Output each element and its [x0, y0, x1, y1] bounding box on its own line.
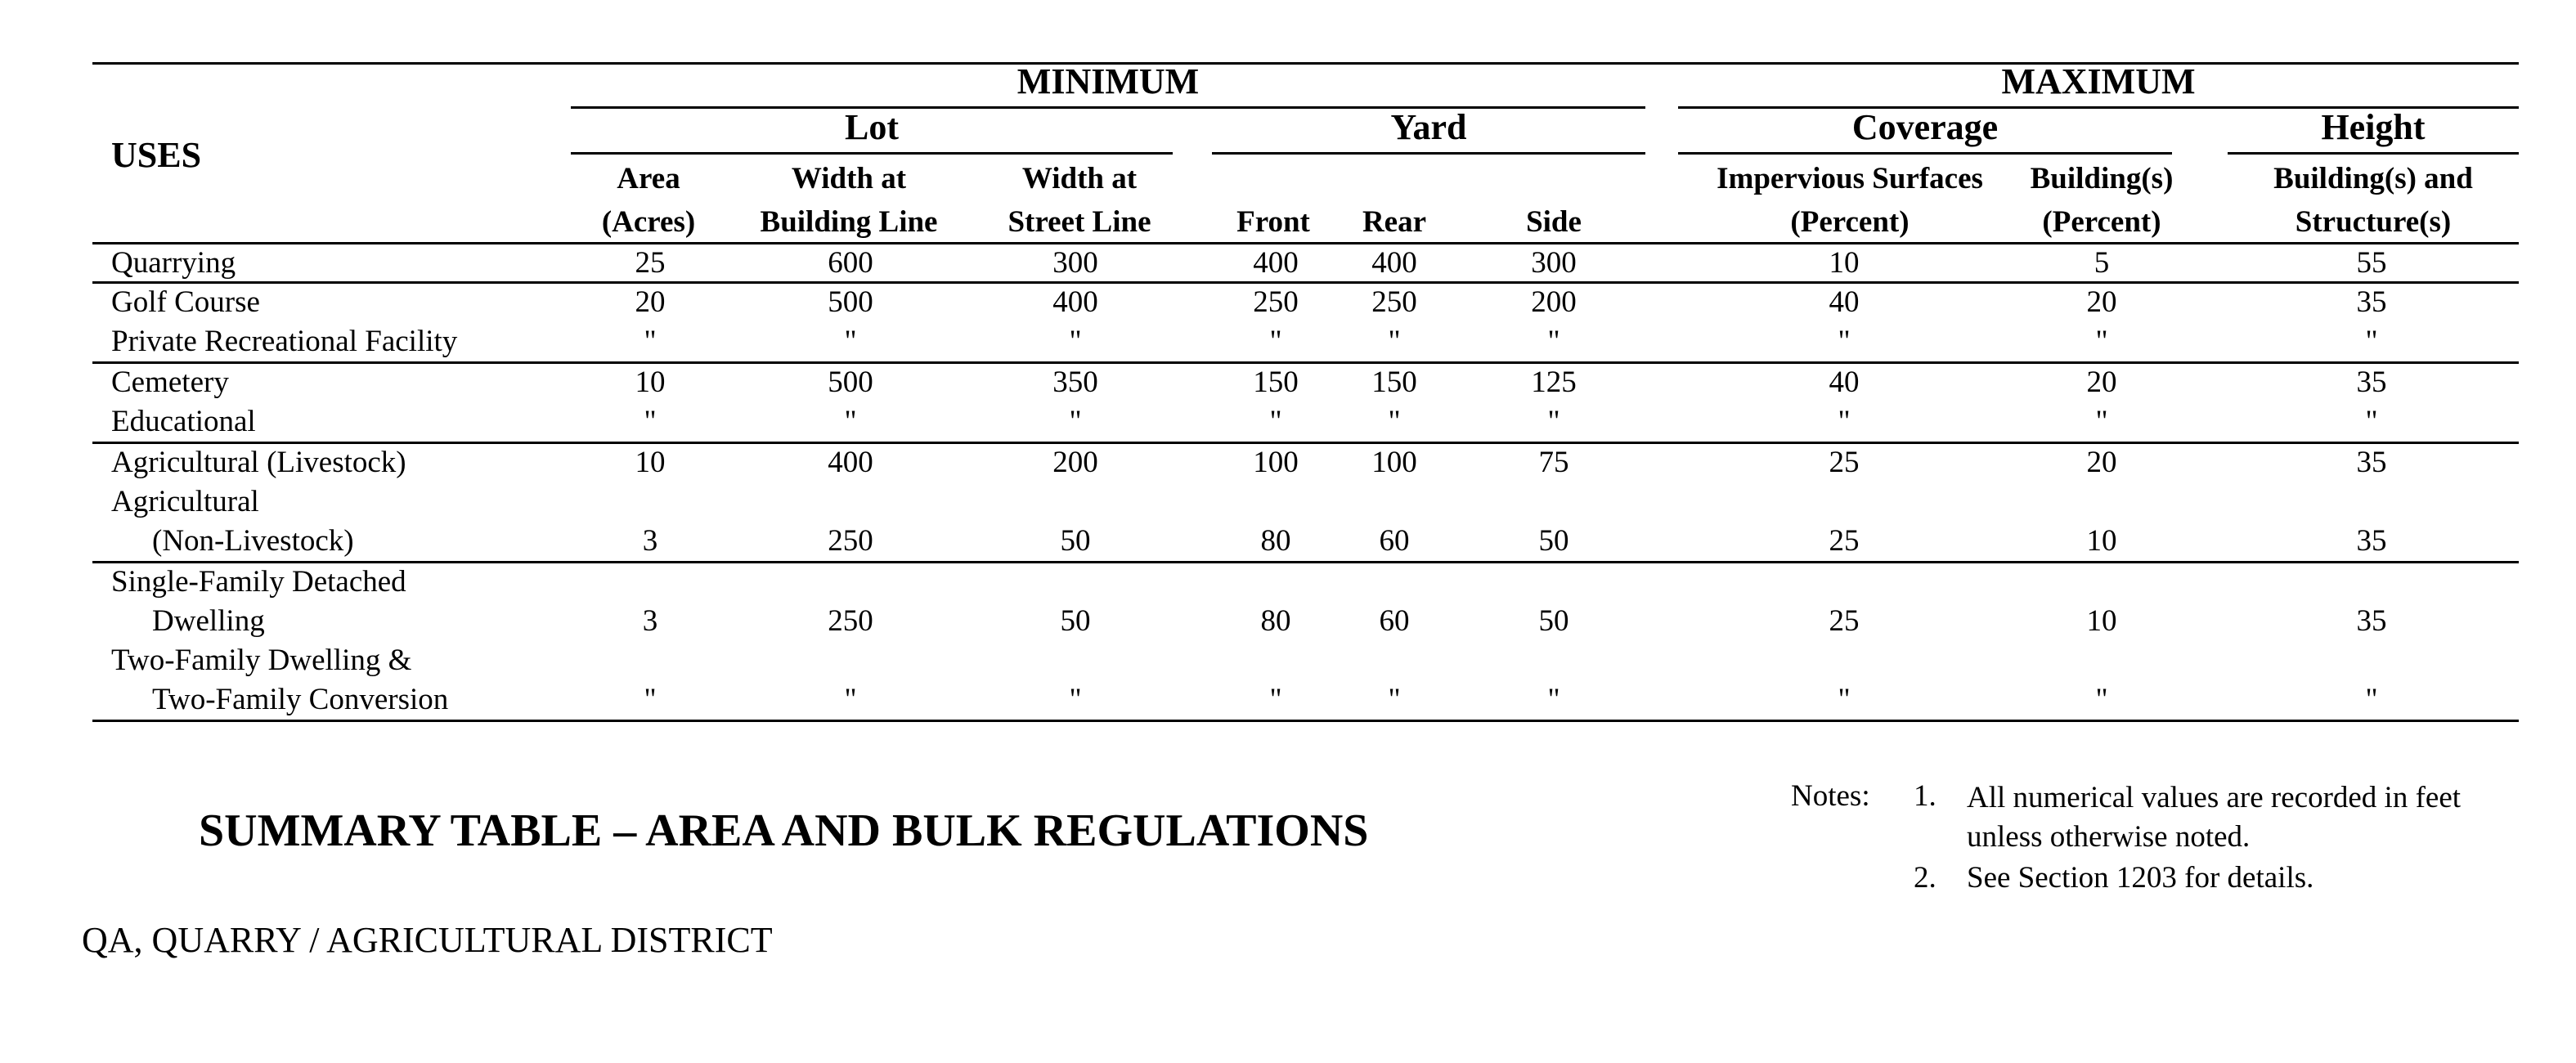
table-cell: ": [644, 325, 657, 358]
table-cell: 25: [1829, 524, 1860, 558]
table-cell: 100: [1371, 446, 1417, 479]
table-cell: 250: [1371, 285, 1417, 319]
coverage-rule: [1678, 152, 2172, 155]
height-header: Height: [2321, 107, 2426, 147]
table-cell: 35: [2356, 285, 2387, 319]
table-cell: 75: [1538, 446, 1569, 479]
table-cell: 35: [2356, 604, 2387, 638]
table-cell: 300: [1531, 246, 1577, 280]
row-use-label: (Non-Livestock): [152, 524, 354, 558]
table-cell: ": [2095, 325, 2108, 358]
table-cell: 250: [1253, 285, 1299, 319]
table-cell: ": [1269, 683, 1282, 716]
column-header-impervious: Impervious Surfaces (Percent): [1717, 162, 1983, 239]
table-cell: ": [2095, 405, 2108, 438]
column-header-rear: Rear: [1362, 205, 1427, 239]
table-cell: 250: [828, 524, 873, 558]
table-cell: 125: [1531, 366, 1577, 399]
table-cell: ": [1547, 325, 1560, 358]
table-cell: ": [1838, 325, 1851, 358]
maximum-header: MAXIMUM: [2001, 61, 2196, 101]
table-cell: 3: [642, 604, 658, 638]
row-use-label: Agricultural (Livestock): [111, 446, 406, 479]
table-cell: 10: [2086, 604, 2117, 638]
table-cell: 25: [1829, 446, 1860, 479]
table-cell: 600: [828, 246, 873, 280]
row-rule: [92, 561, 2519, 563]
table-cell: ": [844, 405, 857, 438]
table-cell: ": [1547, 683, 1560, 716]
row-use-label: Single-Family Detached: [111, 565, 406, 599]
table-cell: 20: [635, 285, 666, 319]
table-cell: ": [1069, 405, 1082, 438]
row-use-label: Educational: [111, 405, 256, 438]
table-cell: 35: [2356, 366, 2387, 399]
column-header-front: Front: [1236, 205, 1310, 239]
table-cell: 250: [828, 604, 873, 638]
row-use-label: Two-Family Conversion: [152, 683, 449, 716]
note-number: 2.: [1914, 861, 1936, 895]
table-cell: ": [1838, 683, 1851, 716]
yard-header: Yard: [1390, 107, 1467, 147]
table-cell: 40: [1829, 366, 1860, 399]
table-cell: 500: [828, 366, 873, 399]
table-cell: 5: [2094, 246, 2110, 280]
table-cell: 400: [1371, 246, 1417, 280]
row-use-label: Agricultural: [111, 485, 259, 518]
row-use-label: Golf Course: [111, 285, 260, 319]
row-use-label: Cemetery: [111, 366, 229, 399]
column-header-width-building-line: Width at Building Line: [760, 162, 938, 239]
table-cell: 50: [1538, 524, 1569, 558]
table-cell: ": [2365, 683, 2378, 716]
table-cell: 10: [2086, 524, 2117, 558]
page-title: SUMMARY TABLE – AREA AND BULK REGULATIONS: [199, 805, 1369, 856]
note-text: See Section 1203 for details.: [1967, 861, 2314, 895]
column-header-side: Side: [1526, 205, 1582, 239]
table-cell: 350: [1052, 366, 1098, 399]
table-cell: ": [1547, 405, 1560, 438]
table-cell: 80: [1260, 604, 1291, 638]
uses-header: USES: [111, 135, 202, 175]
table-cell: 60: [1379, 524, 1410, 558]
table-cell: ": [1388, 325, 1401, 358]
column-header-building-percent: Building(s) (Percent): [2030, 162, 2174, 239]
table-cell: 400: [828, 446, 873, 479]
table-cell: ": [844, 325, 857, 358]
table-cell: 150: [1371, 366, 1417, 399]
row-use-label: Two-Family Dwelling &: [111, 644, 412, 677]
notes-label: Notes:: [1791, 779, 1870, 813]
column-header-width-street-line: Width at Street Line: [1008, 162, 1151, 239]
table-cell: ": [1388, 683, 1401, 716]
district-name: QA, QUARRY / AGRICULTURAL DISTRICT: [82, 920, 773, 960]
table-cell: ": [2095, 683, 2108, 716]
table-cell: ": [1269, 405, 1282, 438]
table-cell: 100: [1253, 446, 1299, 479]
table-cell: 10: [635, 446, 666, 479]
table-cell: ": [1069, 683, 1082, 716]
table-cell: 50: [1060, 604, 1091, 638]
table-cell: 400: [1052, 285, 1098, 319]
table-cell: 60: [1379, 604, 1410, 638]
table-cell: 55: [2356, 246, 2387, 280]
minimum-header: MINIMUM: [1016, 61, 1200, 101]
table-cell: ": [644, 683, 657, 716]
table-cell: 80: [1260, 524, 1291, 558]
table-cell: 40: [1829, 285, 1860, 319]
table-cell: ": [2365, 325, 2378, 358]
table-cell: 25: [635, 246, 666, 280]
table-cell: 35: [2356, 446, 2387, 479]
table-cell: 10: [635, 366, 666, 399]
table-cell: 150: [1253, 366, 1299, 399]
table-bottom-rule: [92, 720, 2519, 722]
column-header-height-structures: Building(s) and Structure(s): [2273, 162, 2473, 239]
yard-rule: [1212, 152, 1645, 155]
table-cell: ": [1838, 405, 1851, 438]
coverage-header: Coverage: [1851, 107, 1999, 147]
table-cell: 300: [1052, 246, 1098, 280]
table-cell: ": [1269, 325, 1282, 358]
table-cell: 500: [828, 285, 873, 319]
table-cell: 200: [1531, 285, 1577, 319]
row-use-label: Dwelling: [152, 604, 265, 638]
table-cell: 35: [2356, 524, 2387, 558]
note-text: All numerical values are recorded in feet unless otherwise noted.: [1967, 781, 2462, 854]
table-cell: ": [1069, 325, 1082, 358]
table-cell: 20: [2086, 446, 2117, 479]
table-cell: 25: [1829, 604, 1860, 638]
column-header-area: Area (Acres): [601, 162, 696, 239]
table-cell: ": [1388, 405, 1401, 438]
table-cell: 3: [642, 524, 658, 558]
table-cell: 400: [1253, 246, 1299, 280]
note-number: 1.: [1914, 779, 1936, 813]
lot-rule: [571, 152, 1173, 155]
table-cell: 50: [1538, 604, 1569, 638]
row-use-label: Quarrying: [111, 246, 236, 280]
lot-header: Lot: [845, 107, 899, 147]
table-cell: 20: [2086, 285, 2117, 319]
table-cell: 10: [1829, 246, 1860, 280]
table-cell: ": [644, 405, 657, 438]
row-use-label: Private Recreational Facility: [111, 325, 458, 358]
table-cell: ": [2365, 405, 2378, 438]
table-cell: ": [844, 683, 857, 716]
table-cell: 200: [1052, 446, 1098, 479]
height-rule: [2228, 152, 2519, 155]
table-cell: 50: [1060, 524, 1091, 558]
table-cell: 20: [2086, 366, 2117, 399]
